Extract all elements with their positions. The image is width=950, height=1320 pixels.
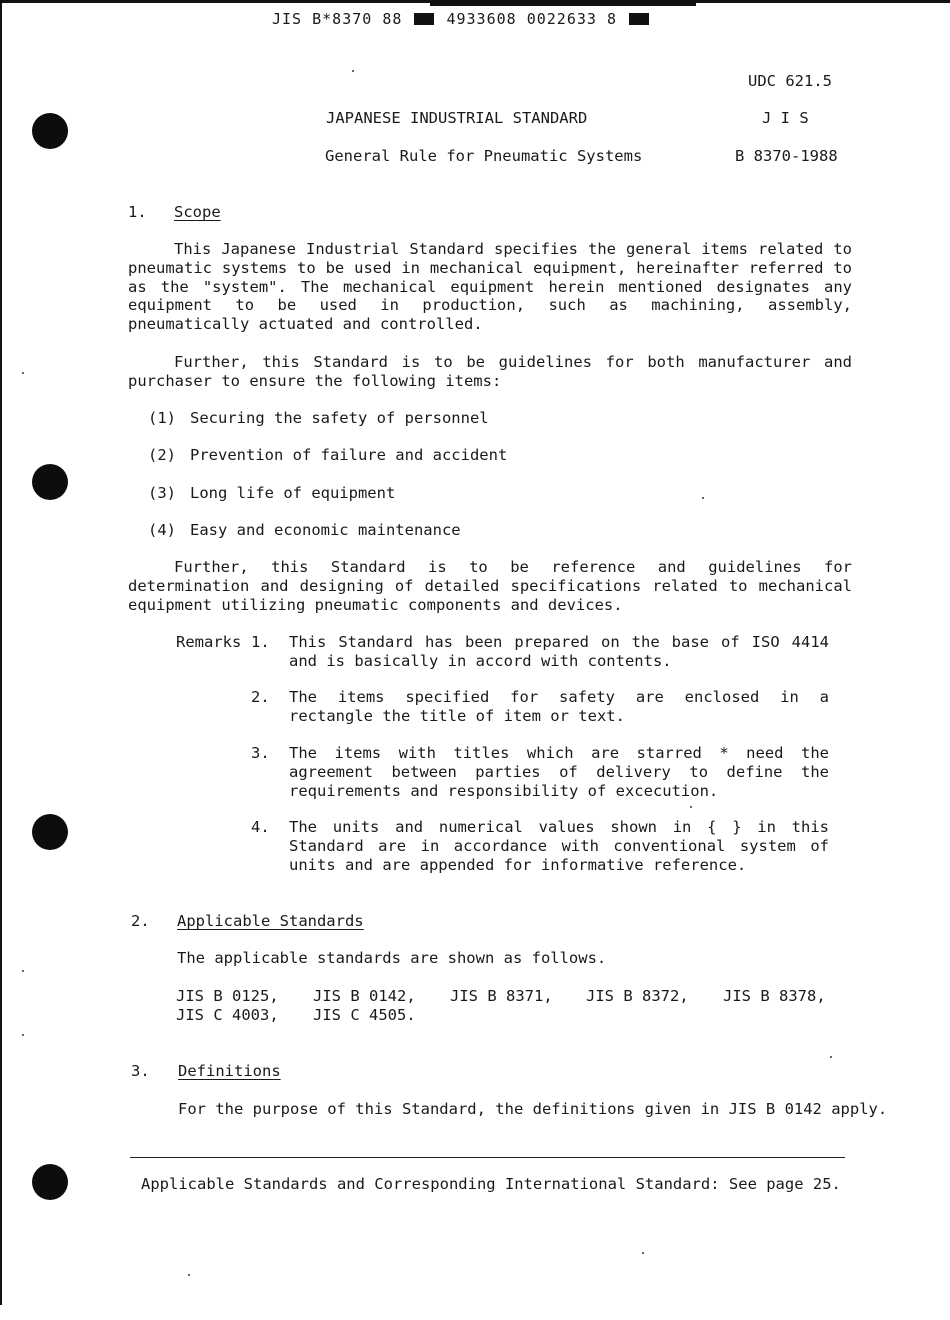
- scan-speck: [22, 372, 24, 374]
- punch-hole-icon: [32, 814, 68, 850]
- list-item-text: Easy and economic maintenance: [190, 521, 461, 539]
- section-number: 2.: [131, 912, 150, 930]
- list-item-text: Long life of equipment: [190, 484, 396, 502]
- list-item: [148, 446, 508, 464]
- scope-paragraph: Further, this Standard is to be guidelines for both manufacturer and purchaser to ensure the following items:: [128, 353, 852, 390]
- list-item-number: (4): [148, 521, 176, 539]
- section-number: 3.: [131, 1062, 150, 1080]
- footnote-divider: [130, 1157, 845, 1158]
- scan-code-b: 4933608 0022633 8: [446, 10, 617, 28]
- scan-speck: [830, 1056, 832, 1058]
- scan-speck: [352, 70, 354, 72]
- standard-ref: JIS B 0125,: [176, 987, 279, 1005]
- scope-paragraph: Further, this Standard is to be reference and guidelines for determination and designing of detailed specifications related to mechanical equipment utilizing pneumatic components and devices.: [128, 558, 852, 614]
- jis-mark: J I S: [762, 109, 809, 127]
- list-item-number: (3): [148, 484, 176, 502]
- standard-ref: JIS C 4505.: [313, 1006, 416, 1024]
- scan-speck: [188, 1274, 190, 1276]
- section-title: Scope: [174, 203, 221, 221]
- list-item-text: Securing the safety of personnel: [190, 409, 489, 427]
- footnote: Applicable Standards and Corresponding International Standard: See page 25.: [141, 1175, 841, 1193]
- standard-ref: JIS B 8372,: [586, 987, 689, 1005]
- applicable-intro: The applicable standards are shown as follows.: [177, 949, 607, 967]
- scope-paragraph: This Japanese Industrial Standard specifies the general items related to pneumatic systems to be used in mechanical equipment, hereinafter referred to as the "system". The mechanical equipment herein mentioned designates any equipment to be used in production, such as machining, assembly, pneumatically actuated and controlled.: [128, 240, 852, 334]
- standard-ref: JIS B 8378,: [723, 987, 826, 1005]
- remark-text: The units and numerical values shown in { } in this Standard are in accordance with conventional system of units and are appended for informative reference.: [289, 818, 829, 874]
- standard-org: JAPANESE INDUSTRIAL STANDARD: [326, 109, 588, 127]
- udc-number: UDC 621.5: [748, 72, 832, 90]
- list-item-number: (2): [148, 446, 176, 464]
- punch-hole-icon: [32, 1164, 68, 1200]
- list-item-number: (1): [148, 409, 176, 427]
- scan-code-a: JIS B*8370 88: [272, 10, 403, 28]
- punch-hole-icon: [32, 113, 68, 149]
- redaction-block-icon: [629, 13, 649, 25]
- section-title: Applicable Standards: [177, 912, 364, 930]
- remark-number: 3.: [251, 744, 270, 762]
- punch-hole-icon: [32, 464, 68, 500]
- standard-number: B 8370-1988: [735, 147, 838, 165]
- remark-text: The items specified for safety are enclosed in a rectangle the title of item or text.: [289, 688, 829, 725]
- list-item: [148, 484, 396, 502]
- remark-text: This Standard has been prepared on the base of ISO 4414 and is basically in accord with contents.: [289, 633, 829, 670]
- remark-text: The items with titles which are starred * need the agreement between parties of delivery to define the requirements and responsibility of excecution.: [289, 744, 829, 800]
- remark-number: 1.: [251, 633, 270, 651]
- redaction-block-icon: [414, 13, 434, 25]
- scan-speck: [702, 497, 704, 499]
- scan-speck: [22, 970, 24, 972]
- section-title: Definitions: [178, 1062, 281, 1080]
- standard-ref: JIS C 4003,: [176, 1006, 279, 1024]
- scan-speck: [690, 806, 692, 808]
- list-item: [148, 521, 461, 539]
- list-item-text: Prevention of failure and accident: [190, 446, 508, 464]
- document-title: General Rule for Pneumatic Systems: [325, 147, 643, 165]
- definitions-text: For the purpose of this Standard, the definitions given in JIS B 0142 apply.: [178, 1100, 888, 1118]
- left-border-line: [0, 0, 2, 1305]
- remark-number: 4.: [251, 818, 270, 836]
- standard-ref: JIS B 0142,: [313, 987, 416, 1005]
- remarks-label: Remarks: [176, 633, 242, 651]
- section-number: 1.: [128, 203, 147, 221]
- standard-ref: JIS B 8371,: [450, 987, 553, 1005]
- remark-number: 2.: [251, 688, 270, 706]
- scan-speck: [22, 1034, 24, 1036]
- scan-speck: [642, 1252, 644, 1254]
- list-item: [148, 409, 489, 427]
- scan-header: [272, 10, 651, 28]
- top-border-thick-segment: [430, 3, 696, 6]
